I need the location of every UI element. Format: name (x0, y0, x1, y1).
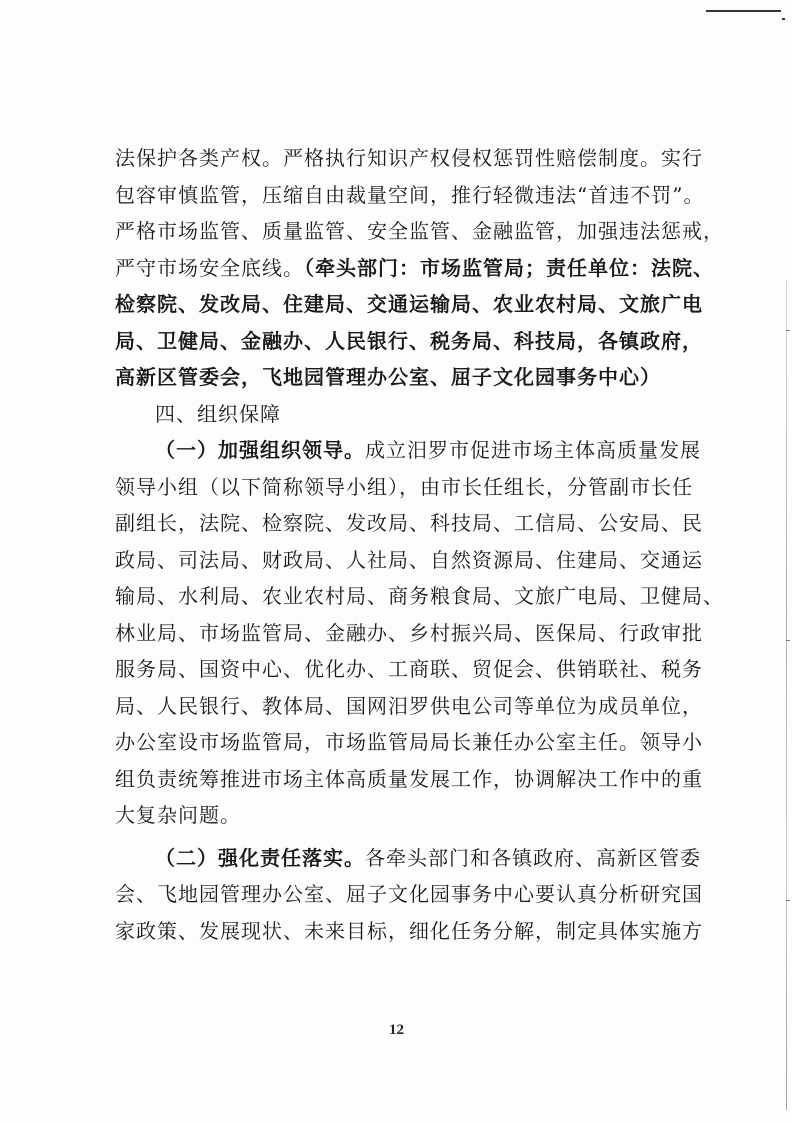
text-line: 严格市场监管、质量监管、安全监管、金融监管，加强违法惩戒， (115, 219, 724, 243)
text-line: 大复杂问题。 (115, 803, 241, 827)
scan-edge-tick (786, 330, 790, 331)
text-line: 家政策、发展现状、未来目标，细化任务分解，制定具体实施方 (115, 918, 703, 943)
text-line: 包容审慎监管，压缩自由裁量空间，推行轻微违法“首违不罚”。 (115, 182, 705, 207)
scan-artifact-line (706, 10, 781, 12)
text-line (115, 432, 705, 469)
responsibility-note-line: 高新区管委会，飞地园管理办公室、屈子文化园事务中心） (115, 365, 661, 389)
text-span: 各牵头部门和各镇政府、高新区管委 (365, 845, 701, 870)
text-span: 严守市场安全底线。 (115, 255, 304, 280)
scan-edge-tick (786, 900, 790, 901)
text-line: 组负责统筹推进市场主体高质量发展工作，协调解决工作中的重 (115, 766, 703, 791)
text-line: 副组长，法院、检察院、发改局、科技局、工信局、公安局、民 (115, 511, 703, 535)
subsection-title: （二）强化责任落实。 (155, 845, 365, 870)
scan-edge-shadow (786, 280, 787, 1110)
text-line: 会、飞地园管理办公室、屈子文化园事务中心要认真分析研究国 (115, 882, 703, 906)
body-text (115, 140, 724, 949)
text-line: 输局、水利局、农业农村局、商务粮食局、文旅广电局、卫健局、 (115, 584, 724, 608)
text-line: 服务局、国资中心、优化办、工商联、贸促会、供销联社、税务 (115, 657, 703, 681)
page-number: 12 (389, 1022, 404, 1038)
responsibility-note-line: 检察院、发改局、住建局、交通运输局、农业农村局、文旅广电 (115, 292, 703, 316)
text-line (115, 840, 705, 877)
subsection-title: （一）加强组织领导。 (155, 438, 365, 462)
responsibility-note-line: 局、卫健局、金融办、人民银行、税务局、科技局，各镇政府， (115, 328, 703, 353)
text-line: 林业局、市场监管局、金融办、乡村振兴局、医保局、行政审批 (115, 620, 703, 645)
text-line: 领导小组（以下简称领导小组），由市长任组长，分管副市长任 (115, 474, 693, 499)
text-line: 办公室设市场监管局，市场监管局局长兼任办公室主任。领导小 (115, 730, 703, 754)
scan-artifact-dot (782, 18, 785, 20)
responsibility-note: （牵头部门：市场监管局；责任单位：法院、 (304, 255, 714, 280)
text-span: 成立汨罗市促进市场主体高质量发展 (365, 438, 701, 462)
text-line (115, 250, 714, 287)
section-heading: 四、组织保障 (155, 401, 281, 426)
text-line: 法保护各类产权。严格执行知识产权侵权惩罚性赔偿制度。实行 (115, 146, 703, 170)
text-line: 局、人民银行、教体局、国网汨罗供电公司等单位为成员单位， (115, 693, 703, 718)
scan-edge-tick (786, 640, 790, 641)
text-line: 政局、司法局、财政局、人社局、自然资源局、住建局、交通运 (115, 547, 703, 572)
